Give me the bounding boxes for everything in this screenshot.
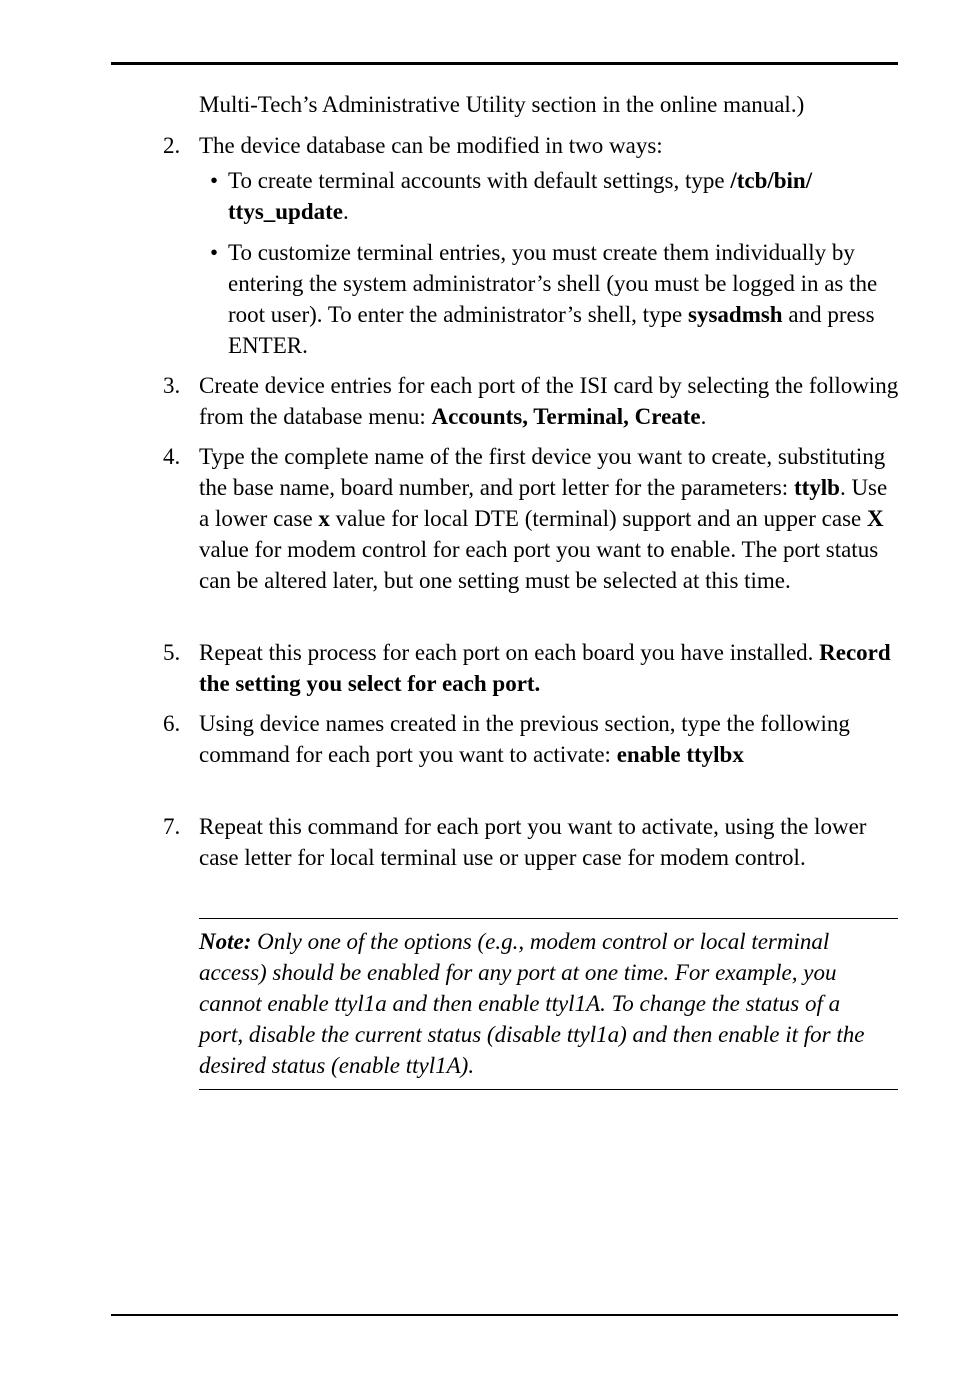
note-label: Note: (199, 929, 252, 954)
list-item-number: 6. (163, 711, 181, 736)
list-item-text: Repeat this process for each port on each board you have installed. Record the setting you select for each port. (199, 640, 891, 696)
list-item-number: 4. (163, 444, 181, 469)
note-box (199, 918, 898, 1090)
list-item-text: Using device names created in the previous section, type the following command for each port you want to activate: enable ttylbx (199, 711, 850, 767)
list-item-number: 2. (163, 133, 181, 158)
header-rule (111, 62, 898, 65)
list-item-text: Type the complete name of the first device you want to create, substituting the base name, board number, and port letter for the parameters: ttylb. Use a lower case x value for local DTE (terminal) support and an upper case X value for modem control for each port you want to enable. The port status can be altered later, but one setting must be selected at this time. (199, 444, 888, 593)
list-item-number: 7. (163, 814, 181, 839)
list-item-number: 3. (163, 373, 181, 398)
continuation-text: Multi-Tech’s Administrative Utility section in the online manual.) (199, 92, 805, 117)
bullet-text: To customize terminal entries, you must create them individually by entering the system administrator’s shell (you must be logged in as the root user). To enter the administrator’s shell, type sysadmsh and press ENTER. (228, 240, 878, 358)
bullet-icon: • (210, 240, 219, 265)
note-text: Note: Only one of the options (e.g., modem control or local terminal access) should be enabled for any port at one time. For example, you cannot enable ttyl1a and then enable ttyl1A. To change the status of a port, disable the current status (disable ttyl1a) and then enable it for the desired status (enable ttyl1A). (199, 929, 865, 1078)
list-item-text: Repeat this command for each port you want to activate, using the lower case letter for local terminal use or upper case for modem control. (199, 814, 867, 870)
footer-rule (111, 1314, 898, 1316)
bullet-icon: • (210, 168, 219, 193)
bullet-text: To create terminal accounts with default settings, type /tcb/bin/ ttys_update. (228, 168, 813, 224)
list-item-text: The device database can be modified in two ways: (199, 133, 663, 158)
list-item-text: Create device entries for each port of the ISI card by selecting the following from the database menu: Accounts, Terminal, Create. (199, 373, 899, 429)
list-item-number: 5. (163, 640, 181, 665)
